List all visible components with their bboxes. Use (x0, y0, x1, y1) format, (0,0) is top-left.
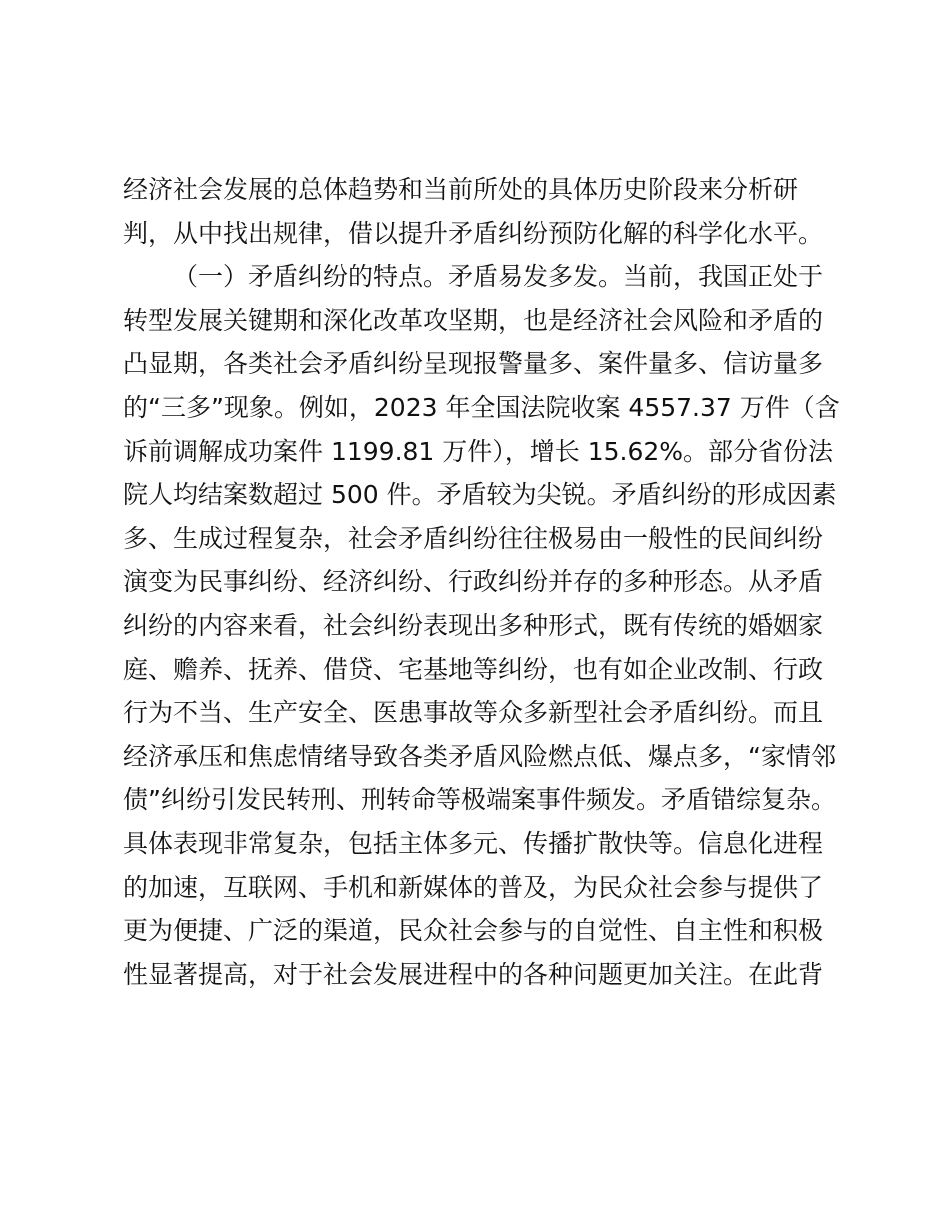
text-line: 的加速，互联网、手机和新媒体的普及，为民众社会参与提供了 (123, 872, 824, 902)
text-line: 多、生成过程复杂，社会矛盾纠纷往往极易由一般性的民间纠纷 (123, 523, 824, 553)
text-line: 更为便捷、广泛的渠道，民众社会参与的自觉性、自主性和积极 (123, 916, 824, 946)
text-line: 诉前调解成功案件 1199.81 万件），增长 15.62%。部分省份法 (123, 436, 834, 466)
text-line: 凸显期，各类社会矛盾纠纷呈现报警量多、案件量多、信访量多 (123, 349, 824, 379)
text-line: 庭、赡养、抚养、借贷、宅基地等纠纷，也有如企业改制、行政 (123, 654, 824, 684)
text-line: 的“三多”现象。例如，2023 年全国法院收案 4557.37 万件（含 (123, 392, 840, 422)
text-line: 判，从中找出规律，借以提升矛盾纠纷预防化解的科学化水平。 (123, 218, 824, 248)
text-line: 具体表现非常复杂，包括主体多元、传播扩散快等。信息化进程 (123, 828, 824, 858)
text-line: 纠纷的内容来看，社会纠纷表现出多种形式，既有传统的婚姻家 (123, 610, 824, 640)
text-line: 债”纠纷引发民转刑、刑转命等极端案事件频发。矛盾错综复杂。 (123, 785, 836, 815)
body-text (123, 168, 843, 996)
text-line: 行为不当、生产安全、医患事故等众多新型社会矛盾纠纷。而且 (123, 698, 824, 728)
section-heading-line: （一）矛盾纠纷的特点。矛盾易发多发。当前，我国正处于 (173, 262, 824, 292)
text-line: 院人均结案数超过 500 件。矛盾较为尖锐。矛盾纠纷的形成因素 (123, 480, 837, 510)
text-line: 性显著提高，对于社会发展进程中的各种问题更加关注。在此背 (123, 959, 824, 989)
text-line: 经济社会发展的总体趋势和当前所处的具体历史阶段来分析研 (123, 175, 799, 204)
text-line: 转型发展关键期和深化改革攻坚期，也是经济社会风险和矛盾的 (123, 305, 824, 335)
text-line: 演变为民事纠纷、经济纠纷、行政纠纷并存的多种形态。从矛盾 (123, 567, 824, 597)
text-line: 经济承压和焦虑情绪导致各类矛盾风险燃点低、爆点多，“家情邻 (123, 741, 836, 771)
